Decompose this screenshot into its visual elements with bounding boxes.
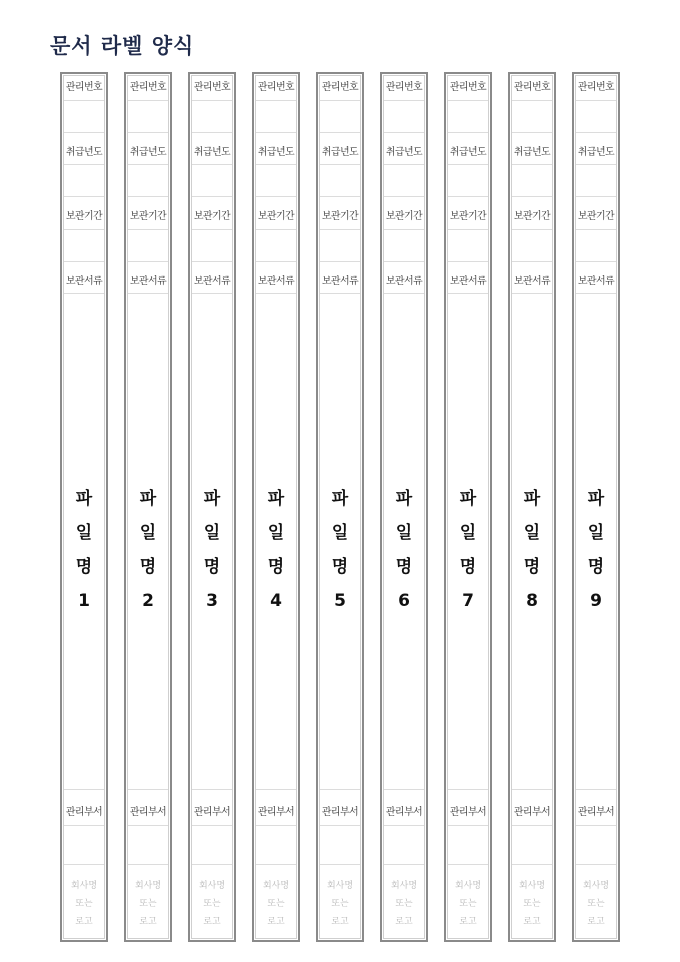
field-label-handling-year: 취급년도 xyxy=(129,147,167,158)
row-divider xyxy=(128,229,168,230)
logo-placeholder xyxy=(126,877,170,931)
row-divider xyxy=(576,164,616,165)
field-label-managing-dept: 관리부서 xyxy=(385,807,423,818)
field-label-management-no: 관리번호 xyxy=(65,82,103,93)
logo-placeholder-text: 회사명 xyxy=(454,881,482,891)
row-divider xyxy=(576,261,616,262)
row-divider xyxy=(256,229,296,230)
row-divider xyxy=(384,196,424,197)
logo-placeholder-text: 회사명 xyxy=(582,881,610,891)
row-divider xyxy=(576,100,616,101)
file-name xyxy=(62,482,106,618)
file-label xyxy=(252,72,300,942)
row-divider xyxy=(320,164,360,165)
row-divider xyxy=(576,196,616,197)
field-label-management-no: 관리번호 xyxy=(257,82,295,93)
logo-placeholder-text: 또는 xyxy=(459,899,477,909)
field-label-management-no: 관리번호 xyxy=(129,82,167,93)
file-label xyxy=(508,72,556,942)
file-label xyxy=(572,72,620,942)
logo-placeholder-text: 로고 xyxy=(267,917,285,927)
logo-placeholder xyxy=(510,877,554,931)
page-title: 문서 라벨 양식 xyxy=(50,34,195,58)
row-divider xyxy=(320,196,360,197)
row-divider xyxy=(192,293,232,294)
field-label-retention-docs: 보관서류 xyxy=(321,276,359,287)
row-divider xyxy=(576,293,616,294)
row-divider xyxy=(64,825,104,826)
file-name xyxy=(190,482,234,618)
field-label-management-no: 관리번호 xyxy=(449,82,487,93)
row-divider xyxy=(512,196,552,197)
logo-placeholder-text: 회사명 xyxy=(326,881,354,891)
logo-placeholder-text: 회사명 xyxy=(518,881,546,891)
file-name-char: 일 xyxy=(203,523,221,543)
field-label-managing-dept: 관리부서 xyxy=(449,807,487,818)
logo-placeholder xyxy=(190,877,234,931)
logo-placeholder xyxy=(382,877,426,931)
logo-placeholder-text: 또는 xyxy=(267,899,285,909)
logo-placeholder-text: 회사명 xyxy=(390,881,418,891)
field-label-retention-docs: 보관서류 xyxy=(513,276,551,287)
row-divider xyxy=(192,196,232,197)
file-name-char: 파 xyxy=(203,489,221,509)
logo-placeholder xyxy=(254,877,298,931)
logo-placeholder xyxy=(574,877,618,931)
field-label-handling-year: 취급년도 xyxy=(513,147,551,158)
file-name-char: 2 xyxy=(142,591,154,611)
row-divider xyxy=(384,132,424,133)
logo-placeholder-text: 또는 xyxy=(395,899,413,909)
file-name-char: 파 xyxy=(75,489,93,509)
field-label-retention-docs: 보관서류 xyxy=(257,276,295,287)
logo-placeholder-text: 또는 xyxy=(75,899,93,909)
logo-placeholder-text: 로고 xyxy=(395,917,413,927)
file-name-char: 4 xyxy=(270,591,282,611)
row-divider xyxy=(384,293,424,294)
row-divider xyxy=(320,132,360,133)
row-divider xyxy=(384,229,424,230)
field-label-management-no: 관리번호 xyxy=(321,82,359,93)
field-label-retention-period: 보관기간 xyxy=(513,211,551,222)
row-divider xyxy=(64,261,104,262)
file-name xyxy=(510,482,554,618)
field-label-management-no: 관리번호 xyxy=(193,82,231,93)
file-name xyxy=(254,482,298,618)
row-divider xyxy=(256,164,296,165)
file-name-char: 명 xyxy=(523,557,541,577)
row-divider xyxy=(448,293,488,294)
file-label xyxy=(316,72,364,942)
row-divider xyxy=(192,789,232,790)
logo-placeholder-text: 또는 xyxy=(139,899,157,909)
row-divider xyxy=(576,864,616,865)
row-divider xyxy=(256,864,296,865)
field-label-handling-year: 취급년도 xyxy=(577,147,615,158)
logo-placeholder-text: 로고 xyxy=(523,917,541,927)
row-divider xyxy=(384,825,424,826)
file-name-char: 1 xyxy=(78,591,90,611)
row-divider xyxy=(128,261,168,262)
file-name-char: 일 xyxy=(75,523,93,543)
field-label-management-no: 관리번호 xyxy=(385,82,423,93)
logo-placeholder-text: 로고 xyxy=(331,917,349,927)
logo-placeholder xyxy=(318,877,362,931)
file-name-char: 7 xyxy=(462,591,474,611)
logo-placeholder-text: 로고 xyxy=(459,917,477,927)
field-label-managing-dept: 관리부서 xyxy=(129,807,167,818)
file-name-char: 파 xyxy=(523,489,541,509)
file-name-char: 일 xyxy=(587,523,605,543)
row-divider xyxy=(320,789,360,790)
file-name-char: 명 xyxy=(267,557,285,577)
field-label-handling-year: 취급년도 xyxy=(385,147,423,158)
row-divider xyxy=(192,100,232,101)
logo-placeholder xyxy=(62,877,106,931)
field-label-handling-year: 취급년도 xyxy=(257,147,295,158)
row-divider xyxy=(512,229,552,230)
row-divider xyxy=(64,164,104,165)
file-label xyxy=(60,72,108,942)
field-label-retention-period: 보관기간 xyxy=(321,211,359,222)
row-divider xyxy=(448,100,488,101)
file-name-char: 명 xyxy=(75,557,93,577)
row-divider xyxy=(320,293,360,294)
file-label xyxy=(124,72,172,942)
field-label-management-no: 관리번호 xyxy=(513,82,551,93)
field-label-retention-docs: 보관서류 xyxy=(449,276,487,287)
row-divider xyxy=(512,789,552,790)
row-divider xyxy=(320,229,360,230)
row-divider xyxy=(192,261,232,262)
file-name xyxy=(126,482,170,618)
field-label-retention-docs: 보관서류 xyxy=(577,276,615,287)
file-name-char: 파 xyxy=(395,489,413,509)
field-label-retention-period: 보관기간 xyxy=(129,211,167,222)
field-label-handling-year: 취급년도 xyxy=(449,147,487,158)
row-divider xyxy=(128,864,168,865)
file-name-char: 파 xyxy=(267,489,285,509)
row-divider xyxy=(448,196,488,197)
file-name-char: 명 xyxy=(395,557,413,577)
file-name xyxy=(382,482,426,618)
logo-placeholder-text: 회사명 xyxy=(134,881,162,891)
row-divider xyxy=(448,229,488,230)
file-name-char: 파 xyxy=(459,489,477,509)
field-label-retention-period: 보관기간 xyxy=(257,211,295,222)
file-name-char: 파 xyxy=(587,489,605,509)
row-divider xyxy=(512,100,552,101)
field-label-managing-dept: 관리부서 xyxy=(193,807,231,818)
row-divider xyxy=(256,196,296,197)
field-label-retention-docs: 보관서류 xyxy=(193,276,231,287)
row-divider xyxy=(512,132,552,133)
file-label xyxy=(380,72,428,942)
row-divider xyxy=(64,789,104,790)
file-name-char: 일 xyxy=(523,523,541,543)
field-label-handling-year: 취급년도 xyxy=(65,147,103,158)
field-label-retention-period: 보관기간 xyxy=(385,211,423,222)
row-divider xyxy=(448,164,488,165)
row-divider xyxy=(384,164,424,165)
row-divider xyxy=(128,825,168,826)
row-divider xyxy=(192,132,232,133)
field-label-managing-dept: 관리부서 xyxy=(65,807,103,818)
file-name-char: 명 xyxy=(203,557,221,577)
row-divider xyxy=(576,789,616,790)
row-divider xyxy=(128,132,168,133)
row-divider xyxy=(64,196,104,197)
row-divider xyxy=(256,132,296,133)
logo-placeholder-text: 로고 xyxy=(587,917,605,927)
row-divider xyxy=(384,789,424,790)
row-divider xyxy=(384,864,424,865)
row-divider xyxy=(128,196,168,197)
row-divider xyxy=(320,261,360,262)
row-divider xyxy=(320,100,360,101)
field-label-managing-dept: 관리부서 xyxy=(577,807,615,818)
row-divider xyxy=(192,864,232,865)
row-divider xyxy=(192,825,232,826)
field-label-handling-year: 취급년도 xyxy=(321,147,359,158)
row-divider xyxy=(512,164,552,165)
field-label-handling-year: 취급년도 xyxy=(193,147,231,158)
row-divider xyxy=(64,100,104,101)
row-divider xyxy=(192,229,232,230)
row-divider xyxy=(448,261,488,262)
field-label-managing-dept: 관리부서 xyxy=(257,807,295,818)
row-divider xyxy=(128,164,168,165)
row-divider xyxy=(128,100,168,101)
field-label-retention-docs: 보관서류 xyxy=(129,276,167,287)
logo-placeholder-text: 또는 xyxy=(587,899,605,909)
row-divider xyxy=(320,864,360,865)
logo-placeholder-text: 로고 xyxy=(139,917,157,927)
row-divider xyxy=(128,789,168,790)
row-divider xyxy=(448,864,488,865)
logo-placeholder-text: 또는 xyxy=(331,899,349,909)
row-divider xyxy=(64,293,104,294)
row-divider xyxy=(256,789,296,790)
logo-placeholder-text: 또는 xyxy=(523,899,541,909)
field-label-retention-docs: 보관서류 xyxy=(385,276,423,287)
logo-placeholder-text: 회사명 xyxy=(70,881,98,891)
row-divider xyxy=(256,261,296,262)
row-divider xyxy=(576,132,616,133)
file-name xyxy=(574,482,618,618)
file-name-char: 6 xyxy=(398,591,410,611)
field-label-retention-period: 보관기간 xyxy=(577,211,615,222)
file-name-char: 5 xyxy=(334,591,346,611)
row-divider xyxy=(320,825,360,826)
field-label-management-no: 관리번호 xyxy=(577,82,615,93)
file-name-char: 명 xyxy=(587,557,605,577)
file-name-char: 일 xyxy=(331,523,349,543)
file-name-char: 3 xyxy=(206,591,218,611)
file-name-char: 파 xyxy=(331,489,349,509)
file-name xyxy=(318,482,362,618)
logo-placeholder-text: 또는 xyxy=(203,899,221,909)
file-name-char: 9 xyxy=(590,591,602,611)
file-name-char: 명 xyxy=(459,557,477,577)
logo-placeholder-text: 로고 xyxy=(203,917,221,927)
file-name-char: 8 xyxy=(526,591,538,611)
row-divider xyxy=(64,864,104,865)
file-name-char: 일 xyxy=(139,523,157,543)
row-divider xyxy=(256,100,296,101)
row-divider xyxy=(512,864,552,865)
row-divider xyxy=(512,293,552,294)
row-divider xyxy=(128,293,168,294)
field-label-retention-period: 보관기간 xyxy=(193,211,231,222)
field-label-managing-dept: 관리부서 xyxy=(321,807,359,818)
row-divider xyxy=(64,132,104,133)
logo-placeholder-text: 로고 xyxy=(75,917,93,927)
row-divider xyxy=(448,825,488,826)
row-divider xyxy=(256,825,296,826)
logo-placeholder-text: 회사명 xyxy=(198,881,226,891)
row-divider xyxy=(384,261,424,262)
file-name-char: 명 xyxy=(139,557,157,577)
row-divider xyxy=(448,132,488,133)
file-name xyxy=(446,482,490,618)
row-divider xyxy=(192,164,232,165)
file-name-char: 일 xyxy=(395,523,413,543)
row-divider xyxy=(576,229,616,230)
file-label xyxy=(444,72,492,942)
row-divider xyxy=(384,100,424,101)
row-divider xyxy=(512,261,552,262)
field-label-retention-docs: 보관서류 xyxy=(65,276,103,287)
field-label-retention-period: 보관기간 xyxy=(449,211,487,222)
file-name-char: 명 xyxy=(331,557,349,577)
logo-placeholder xyxy=(446,877,490,931)
row-divider xyxy=(576,825,616,826)
row-divider xyxy=(256,293,296,294)
field-label-managing-dept: 관리부서 xyxy=(513,807,551,818)
row-divider xyxy=(512,825,552,826)
row-divider xyxy=(448,789,488,790)
logo-placeholder-text: 회사명 xyxy=(262,881,290,891)
file-name-char: 일 xyxy=(267,523,285,543)
row-divider xyxy=(64,229,104,230)
file-name-char: 일 xyxy=(459,523,477,543)
file-name-char: 파 xyxy=(139,489,157,509)
file-label xyxy=(188,72,236,942)
field-label-retention-period: 보관기간 xyxy=(65,211,103,222)
